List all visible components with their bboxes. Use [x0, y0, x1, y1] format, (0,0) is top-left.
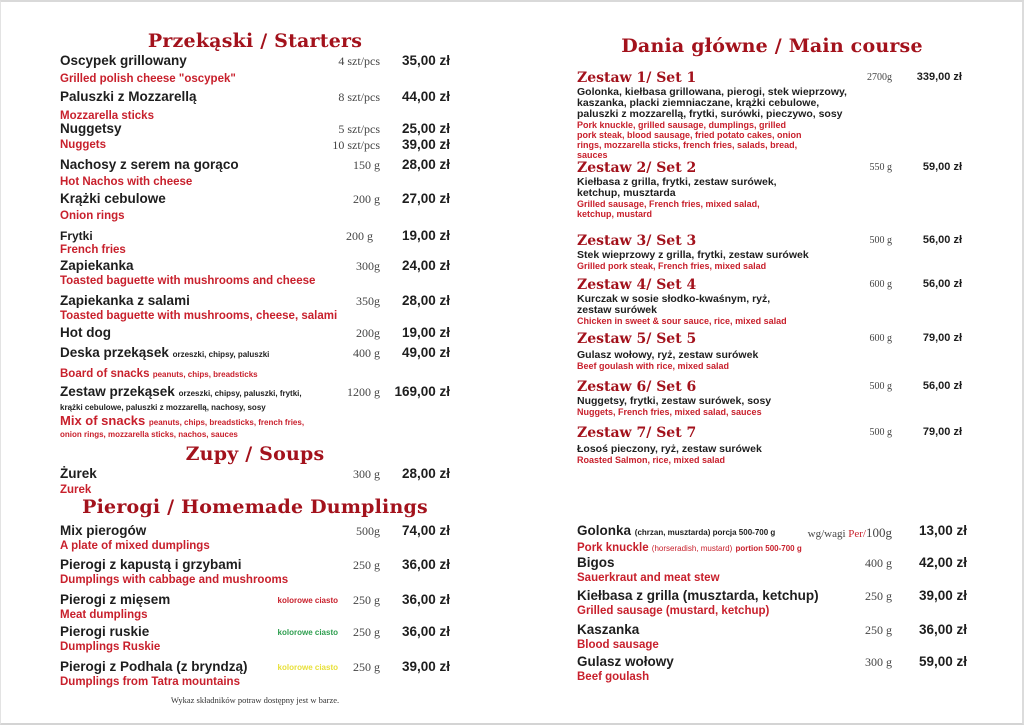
per-weight-unit: 100g — [866, 525, 892, 540]
item-price: 59,00 zł — [918, 654, 967, 669]
item-name-en: Dumplings Ruskie — [60, 641, 161, 653]
menu-item — [60, 53, 450, 86]
set-desc-en: Grilled pork steak, French fries, mixed salad — [577, 261, 767, 271]
item-price: 28,00 zł — [401, 466, 450, 481]
item-weight: 300 g — [353, 467, 380, 481]
menu-item — [577, 622, 967, 652]
set-title: Zestaw 6/ Set 6 — [577, 379, 697, 395]
item-note-en: peanuts, chips, breadsticks, french fries, — [148, 418, 305, 427]
menu-item — [60, 157, 450, 189]
item-name-pl: Zapiekanka — [60, 258, 134, 273]
set-weight: 550 g — [869, 162, 892, 173]
item-price-large: 39,00 zł — [401, 137, 450, 152]
item-price: 169,00 zł — [394, 384, 450, 399]
set-weight: 2700g — [867, 72, 892, 83]
allergen-note: Wykaz składników potraw dostępny jest w barze. — [170, 695, 340, 705]
set-weight: 500 g — [869, 427, 892, 438]
menu-item — [60, 121, 450, 152]
item-name-pl: Deska przekąsek — [60, 345, 169, 360]
item-name-en: Sauerkraut and meat stew — [577, 572, 720, 584]
item-name-en: Mix of snacks — [60, 413, 146, 428]
item-weight: 150 g — [353, 158, 380, 172]
item-name-en: Zurek — [60, 484, 92, 496]
item-name-en: Grilled polish cheese "oscypek" — [60, 73, 236, 85]
menu-item — [577, 523, 967, 556]
set-price: 56,00 zł — [922, 380, 962, 392]
set-title: Zestaw 3/ Set 3 — [577, 233, 697, 249]
item-weight: 300g — [356, 259, 380, 273]
item-price: 35,00 zł — [401, 53, 450, 68]
set-item — [577, 70, 967, 160]
menu-item — [60, 523, 450, 553]
item-weight: 400 g — [353, 346, 380, 360]
item-name-pl: Pierogi z kapustą i grzybami — [60, 557, 242, 572]
item-name-en: Dumplings from Tatra mountains — [60, 676, 240, 688]
menu-item — [60, 384, 450, 440]
item-weight: 4 szt/pcs — [338, 54, 380, 68]
menu-item — [60, 89, 450, 123]
item-name-en: Mozzarella sticks — [60, 110, 154, 122]
menu-item — [577, 588, 967, 618]
set-title: Zestaw 1/ Set 1 — [577, 70, 697, 86]
item-name-en: Nuggets — [60, 139, 106, 151]
item-name-en: Toasted baguette with mushrooms, cheese, salami — [60, 310, 338, 322]
item-name-pl: Zestaw przekąsek — [60, 384, 175, 399]
dough-note: kolorowe ciasto — [277, 596, 338, 605]
item-price: 42,00 zł — [918, 555, 967, 570]
set-title: Zestaw 5/ Set 5 — [577, 331, 697, 347]
item-price: 36,00 zł — [401, 592, 450, 607]
set-weight: 500 g — [869, 381, 892, 392]
set-item — [577, 277, 967, 326]
item-name-pl: Hot dog — [60, 325, 111, 340]
menu-item — [60, 466, 450, 497]
item-price: 39,00 zł — [918, 588, 967, 603]
item-name-en: Hot Nachos with cheese — [60, 176, 193, 188]
item-name-en: French fries — [60, 244, 126, 256]
set-title: Zestaw 2/ Set 2 — [577, 160, 697, 176]
item-price: 28,00 zł — [401, 293, 450, 308]
item-weight-large: 10 szt/pcs — [332, 138, 380, 152]
item-weight: 250 g — [353, 625, 380, 639]
set-item — [577, 425, 967, 465]
per-weight-pl: wg/wagi — [807, 528, 846, 540]
item-weight: 250 g — [353, 593, 380, 607]
item-name-pl: Pierogi z mięsem — [60, 592, 171, 607]
dough-note: kolorowe ciasto — [277, 663, 338, 672]
set-desc-pl: Gulasz wołowy, ryż, zestaw surówek — [577, 349, 759, 361]
item-weight: 500g — [356, 524, 380, 538]
item-note-en: (horseradish, mustard) — [651, 544, 733, 553]
set-item — [577, 233, 967, 271]
item-note-pl-cont: krążki cebulowe, paluszki z mozzarellą, nachosy, sosy — [60, 403, 266, 412]
set-desc-en: Roasted Salmon, rice, mixed salad — [577, 455, 726, 465]
item-price: 36,00 zł — [401, 624, 450, 639]
item-note-en-cont: onion rings, mozzarella sticks, nachos, sauces — [60, 430, 238, 439]
item-name-pl: Frytki — [60, 229, 93, 243]
item-price: 19,00 zł — [401, 228, 450, 243]
item-price: 49,00 zł — [401, 345, 450, 360]
menu-item — [60, 624, 450, 654]
item-price: 24,00 zł — [401, 258, 450, 273]
item-weight: 200g — [356, 326, 380, 340]
menu-item — [60, 345, 450, 382]
menu-item — [60, 592, 450, 622]
item-weight: 400 g — [865, 556, 892, 570]
menu-item — [60, 659, 450, 689]
set-desc-en: Grilled sausage, French fries, mixed salad, ketchup, mustard — [577, 199, 760, 219]
item-name-pl: Pierogi ruskie — [60, 624, 150, 639]
set-desc-pl: Kurczak w sosie słodko-kwaśnym, ryż, zestaw surówek — [577, 293, 771, 316]
set-weight: 500 g — [869, 235, 892, 246]
set-desc-en: Chicken in sweet & sour sauce, rice, mixed salad — [577, 316, 787, 326]
soups-heading: Zupy / Soups — [185, 443, 325, 465]
item-name-pl: Paluszki z Mozzarellą — [60, 89, 197, 104]
item-weight: 1200 g — [347, 385, 380, 399]
item-name-en: Onion rings — [60, 210, 125, 222]
item-price: 19,00 zł — [401, 325, 450, 340]
item-note-en: peanuts, chips, breadsticks — [152, 370, 258, 379]
item-name-pl: Zapiekanka z salami — [60, 293, 190, 308]
item-name-pl: Kiełbasa z grilla (musztarda, ketchup) — [577, 588, 819, 603]
item-name-en: Grilled sausage (mustard, ketchup) — [577, 605, 770, 617]
starters-heading: Przekąski / Starters — [147, 30, 363, 52]
set-title: Zestaw 7/ Set 7 — [577, 425, 697, 441]
main-course-heading: Dania główne / Main course — [621, 35, 923, 57]
item-price: 13,00 zł — [918, 523, 967, 538]
set-weight: 600 g — [869, 279, 892, 290]
item-price: 25,00 zł — [401, 121, 450, 136]
item-weight: 350g — [356, 294, 380, 308]
item-weight: 250 g — [353, 558, 380, 572]
item-price: 44,00 zł — [401, 89, 450, 104]
item-price: 36,00 zł — [918, 622, 967, 637]
item-name-pl: Gulasz wołowy — [577, 654, 674, 669]
item-weight: 300 g — [865, 655, 892, 669]
item-weight: 8 szt/pcs — [338, 90, 380, 104]
item-note-en-portion: portion 500-700 g — [735, 544, 802, 553]
set-item — [577, 331, 967, 371]
item-name-pl: Pierogi z Podhala (z bryndzą) — [60, 659, 248, 674]
item-name-en: Beef goulash — [577, 671, 650, 683]
item-price: 74,00 zł — [401, 523, 450, 538]
item-price: 27,00 zł — [401, 191, 450, 206]
item-name-en: Pork knuckle — [577, 542, 649, 554]
set-title: Zestaw 4/ Set 4 — [577, 277, 697, 293]
set-item — [577, 379, 967, 417]
item-name-pl: Nuggetsy — [60, 121, 122, 136]
item-name-pl: Nachosy z serem na gorąco — [60, 157, 239, 172]
item-weight: 250 g — [865, 589, 892, 603]
item-name-pl: Mix pierogów — [60, 523, 147, 538]
item-name-en: A plate of mixed dumplings — [60, 540, 210, 552]
set-desc-en: Nuggets, French fries, mixed salad, sauces — [577, 407, 762, 417]
item-note-pl: (chrzan, musztarda) porcja 500-700 g — [634, 528, 776, 537]
dough-note: kolorowe ciasto — [277, 628, 338, 637]
item-name-pl: Krążki cebulowe — [60, 191, 166, 206]
item-name-en: Toasted baguette with mushrooms and cheese — [60, 275, 316, 287]
menu-item — [60, 293, 450, 323]
menu-item — [60, 191, 450, 223]
set-price: 56,00 zł — [922, 234, 962, 246]
set-desc-pl: Nuggetsy, frytki, zestaw surówek, sosy — [577, 395, 772, 407]
menu-item — [577, 654, 967, 684]
item-price: 36,00 zł — [401, 557, 450, 572]
item-name-en: Dumplings with cabbage and mushrooms — [60, 574, 289, 586]
set-price: 79,00 zł — [922, 426, 962, 438]
set-desc-pl: Stek wieprzowy z grilla, frytki, zestaw surówek — [577, 249, 809, 261]
item-name-en: Meat dumplings — [60, 609, 148, 621]
set-weight: 600 g — [869, 333, 892, 344]
menu-item — [60, 557, 450, 587]
menu-item — [577, 555, 967, 585]
set-price: 59,00 zł — [922, 161, 962, 173]
menu-item — [60, 325, 450, 341]
per-weight-label — [808, 525, 892, 541]
menu-item — [60, 258, 450, 288]
set-desc-pl: Łosoś pieczony, ryż, zestaw surówek — [577, 443, 762, 455]
set-item — [577, 160, 967, 219]
set-price: 339,00 zł — [916, 71, 962, 83]
item-note-pl: orzeszki, chipsy, paluszki, frytki, — [178, 389, 302, 398]
item-name-pl: Kaszanka — [577, 622, 640, 637]
item-weight: 200 g — [353, 192, 380, 206]
per-weight-en: Per/ — [848, 528, 866, 540]
item-price: 28,00 zł — [401, 157, 450, 172]
item-name-pl: Golonka — [577, 523, 632, 538]
item-note-pl: orzeszki, chipsy, paluszki — [172, 350, 270, 359]
set-desc-en: Pork knuckle, grilled sausage, dumplings, grilled pork steak, blood sausage, fried potato cakes, onion rings, mozzarella sticks, french fries, salads, bread, sauces — [577, 120, 802, 160]
item-name-en: Board of snacks — [60, 368, 150, 380]
item-weight: 5 szt/pcs — [338, 122, 380, 136]
dumplings-heading: Pierogi / Homemade Dumplings — [82, 496, 428, 518]
item-name-pl: Oscypek grillowany — [60, 53, 187, 68]
item-weight: 200 g — [346, 229, 373, 243]
set-price: 79,00 zł — [922, 332, 962, 344]
item-weight: 250 g — [353, 660, 380, 674]
item-price: 39,00 zł — [401, 659, 450, 674]
set-desc-en: Beef goulash with rice, mixed salad — [577, 361, 730, 371]
item-name-pl: Bigos — [577, 555, 615, 570]
item-name-pl: Żurek — [60, 466, 97, 481]
item-name-en: Blood sausage — [577, 639, 659, 651]
menu-item — [60, 228, 450, 257]
set-desc-pl: Golonka, kiełbasa grillowana, pierogi, stek wieprzowy, kaszanka, placki ziemniaczane, krążki cebulowe, paluszki z mozzarellą, frytki, surówki, pieczywo, sosy — [577, 86, 847, 120]
item-weight: 250 g — [865, 623, 892, 637]
set-desc-pl: Kiełbasa z grilla, frytki, zestaw surówek, ketchup, musztarda — [577, 176, 777, 199]
set-price: 56,00 zł — [922, 278, 962, 290]
